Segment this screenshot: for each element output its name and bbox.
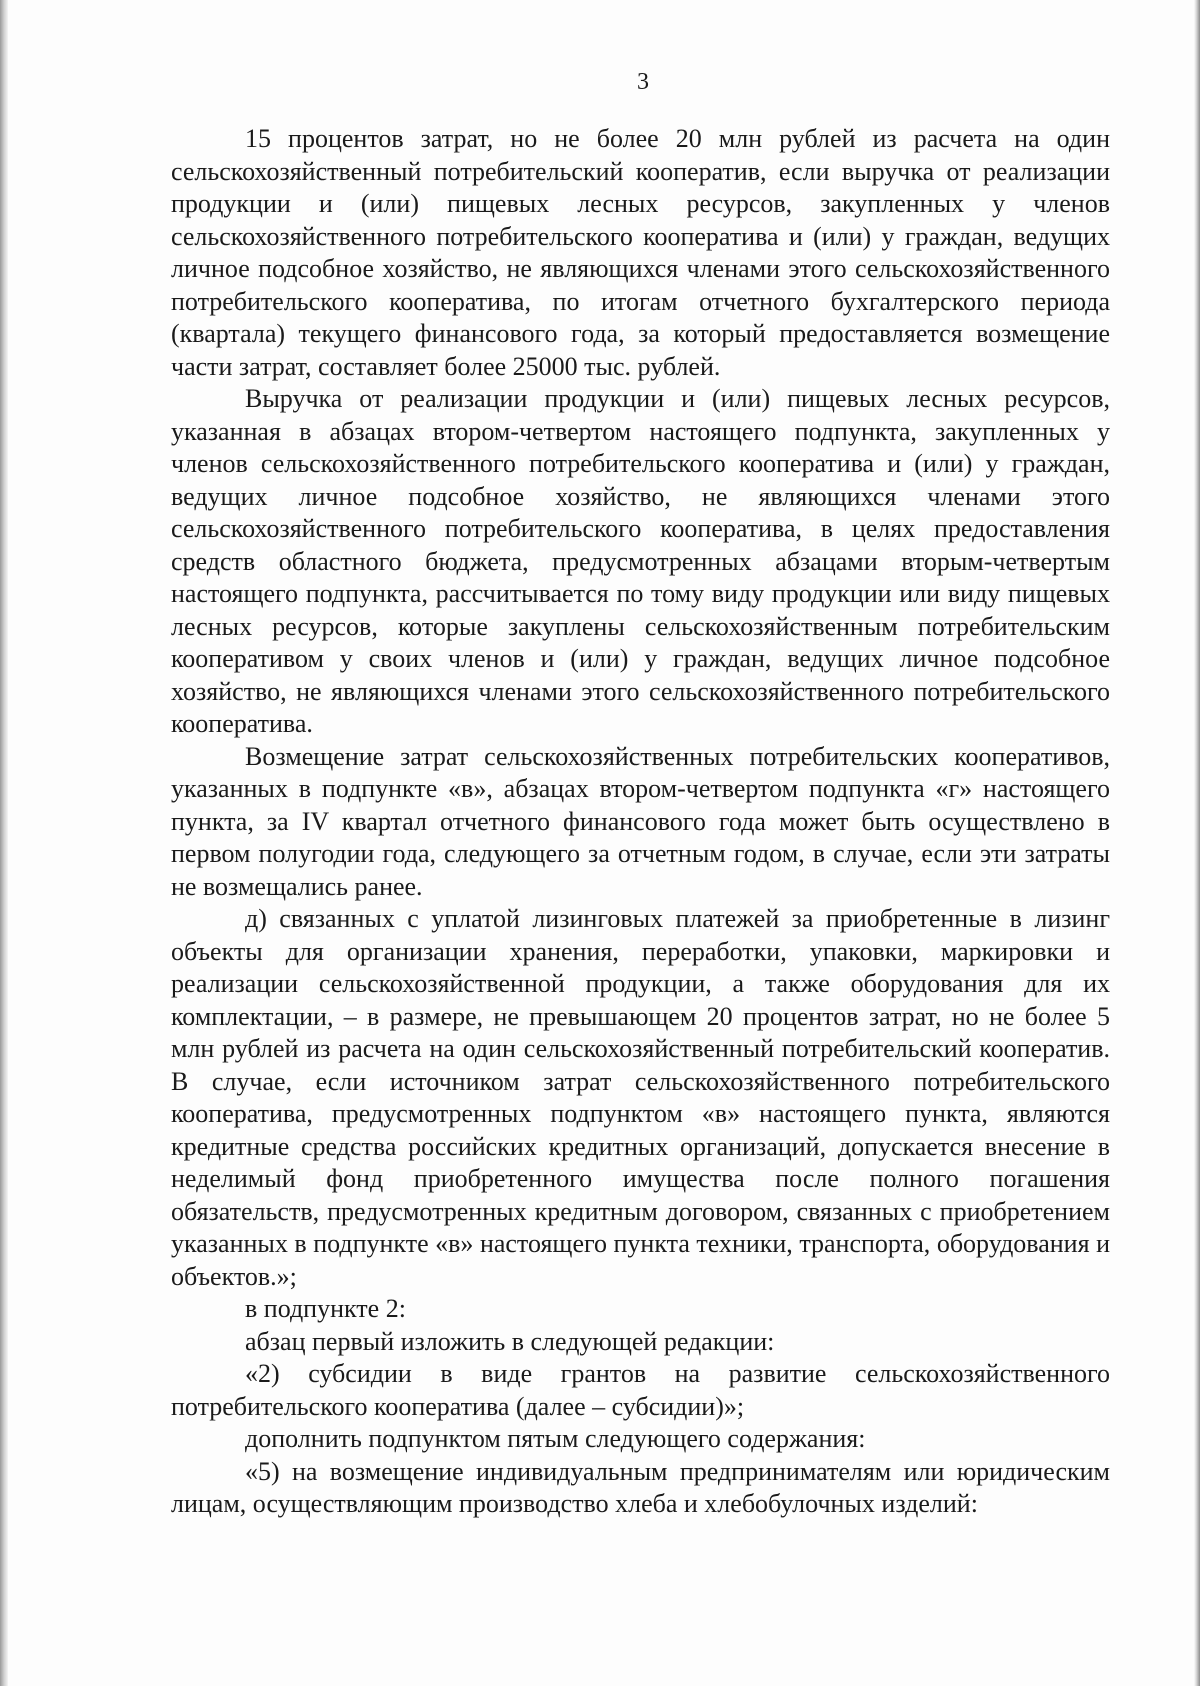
paragraph-compensation-15-percent: 15 процентов затрат, но не более 20 млн рублей из расчета на один сельскохозяйственный потребительский кооператив, если выручка от реализации продукции и (или) пищевых лесных ресурсов, закупленных у членов сельскохозяйственного потребительского кооператива и (или) у граждан, ведущих личное подсобное хозяйство, не являющихся членами этого сельскохозяйственного потребительского кооператива, по итогам отчетного бухгалтерского периода (квартала) текущего финансового года, за который предоставляется возмещение части затрат, составляет более 25000 тыс. рублей. xyxy=(171,124,1110,381)
scan-edge-left xyxy=(0,0,8,1686)
paragraph-leasing-payments: д) связанных с уплатой лизинговых платежей за приобретенные в лизинг объекты для организации хранения, переработки, упаковки, маркировки и реализации сельскохозяйственной продукции, а также оборудования для их комплектации, – в размере, не превышающем 20 процентов затрат, но не более 5 млн рублей из расчета на один сельскохозяйственный потребительский кооператив. В случае, если источником затрат сельскохозяйственного потребительского кооператива, предусмотренных подпунктом «в» настоящего пункта, являются кредитные средства российских кредитных организаций, допускается внесение в неделимый фонд приобретенного имущества после полного погашения обязательств, предусмотренных кредитным договором, связанных с приобретением указанных в подпункте «в» настоящего пункта техники, транспорта, оборудования и объектов.»; xyxy=(171,904,1110,1291)
paragraph-bread-producers: «5) на возмещение индивидуальным предпринимателям или юридическим лицам, осуществляющим производство хлеба и хлебобулочных изделий: xyxy=(171,1456,1110,1518)
paragraph-add-subpoint-5: дополнить подпунктом пятым следующего содержания: xyxy=(245,1424,866,1453)
paragraph-revenue-calculation: Выручка от реализации продукции и (или) пищевых лесных ресурсов, указанная в абзацах втором-четвертом настоящего подпункта, закупленных у членов сельскохозяйственного потребительского кооператива и (или) у граждан, ведущих личное подсобное хозяйство, не являющихся членами этого сельскохозяйственного потребительского кооператива, в целях предоставления средств областного бюджета, предусмотренных абзацами вторым-четвертым настоящего подпункта, рассчитывается по тому виду продукции или виду пищевых лесных ресурсов, которые закуплены сельскохозяйственным потребительским кооперативом у своих членов и (или) у граждан, ведущих личное подсобное хозяйство, не являющихся членами этого сельскохозяйственного потребительского кооператива. xyxy=(171,384,1110,738)
document-body xyxy=(171,123,1110,1521)
paragraph-subpoint-2: в подпункте 2: xyxy=(245,1294,406,1323)
paragraph-q4-compensation: Возмещение затрат сельскохозяйственных потребительских кооперативов, указанных в подпункте «в», абзацах втором-четвертом подпункта «г» настоящего пункта, за IV квартал отчетного финансового года может быть осуществлено в первом полугодии года, следующего за отчетным годом, в случае, если эти затраты не возмещались ранее. xyxy=(171,741,1110,901)
paragraph-grants: «2) субсидии в виде грантов на развитие сельскохозяйственного потребительского кооператива (далее – субсидии)»; xyxy=(171,1359,1110,1421)
page-number: 3 xyxy=(637,69,649,95)
scan-edge-right xyxy=(1194,0,1200,1686)
paragraph-first-abzac: абзац первый изложить в следующей редакции: xyxy=(245,1326,775,1356)
